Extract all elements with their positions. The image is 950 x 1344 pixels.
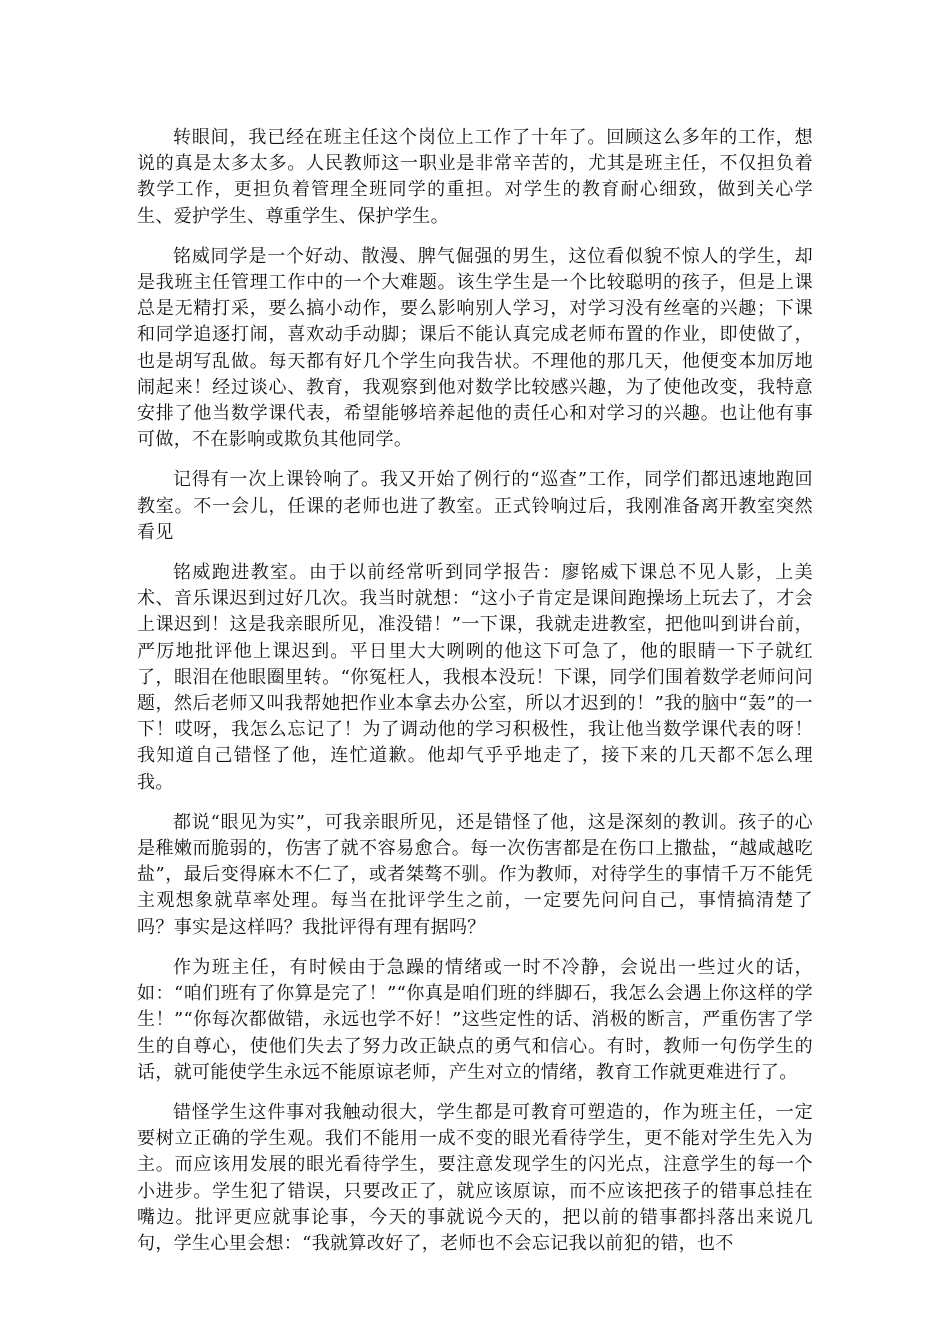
- paragraph-1: 转眼间，我已经在班主任这个岗位上工作了十年了。回顾这么多年的工作，想说的真是太多太多。人民教师这一职业是非常辛苦的，尤其是班主任，不仅担负着教学工作，更担负着管理全班同学的重担。对学生的教育耐心细致，做到关心学生、爱护学生、尊重学生、保护学生。: [137, 127, 813, 227]
- document-body: [137, 125, 813, 1271]
- paragraph-5: 都说“眼见为实”，可我亲眼所见，还是错怪了他，这是深刻的教训。孩子的心是稚嫩而脆弱的，伤害了就不容易愈合。每一次伤害都是在伤口上撒盐，“越咸越吃盐”，最后变得麻木不仁了，或者桀骜不驯。作为教师，对待学生的事情千万不能凭主观想象就草率处理。每当在批评学生之前，一定要先问问自己，事情搞清楚了吗？事实是这样吗？我批评得有理有据吗？: [137, 811, 813, 938]
- paragraph-7: 错怪学生这件事对我触动很大，学生都是可教育可塑造的，作为班主任，一定要树立正确的学生观。我们不能用一成不变的眼光看待学生，更不能对学生先入为主。而应该用发展的眼光看待学生，要注意发现学生的闪光点，注意学生的每一个小进步。学生犯了错误，只要改正了，就应该原谅，而不应该把孩子的错事总挂在嘴边。批评更应就事论事，今天的事就说今天的，把以前的错事都抖落出来说几句，学生心里会想：“我就算改好了，老师也不会忘记我以前犯的错，也不: [137, 1101, 813, 1254]
- paragraph-2: 铭威同学是一个好动、散漫、脾气倔强的男生，这位看似貌不惊人的学生，却是我班主任管理工作中的一个大难题。该生学生是一个比较聪明的孩子，但是上课总是无精打采，要么搞小动作，要么影响别人学习，对学习没有丝毫的兴趣；下课和同学追逐打闹，喜欢动手动脚；课后不能认真完成老师布置的作业，即使做了，也是胡写乱做。每天都有好几个学生向我告状。不理他的那几天，他便变本加厉地闹起来！经过谈心、教育，我观察到他对数学比较感兴趣，为了使他改变，我特意安排了他当数学课代表，希望能够培养起他的责任心和对学习的兴趣。也让他有事可做，不在影响或欺负其他同学。: [137, 245, 813, 451]
- paragraph-3: 记得有一次上课铃响了。我又开始了例行的“巡查”工作，同学们都迅速地跑回教室。不一会儿，任课的老师也进了教室。正式铃响过后，我刚准备离开教室突然看见: [137, 469, 813, 543]
- paragraph-6: 作为班主任，有时候由于急躁的情绪或一时不冷静，会说出一些过火的话，如：“咱们班有了你算是完了！”“你真是咱们班的绊脚石，我怎么会遇上你这样的学生！”“你每次都做错，永远也学不好！”这些定性的话、消极的断言，严重伤害了学生的自尊心，使他们失去了努力改正缺点的勇气和信心。有时，教师一句伤学生的话，就可能使学生永远不能原谅老师，产生对立的情绪，教育工作就更难进行了。: [137, 956, 813, 1083]
- paragraph-4: 铭威跑进教室。由于以前经常听到同学报告：廖铭威下课总不见人影，上美术、音乐课迟到过好几次。我当时就想：“这小子肯定是课间跑操场上玩去了，才会上课迟到！这是我亲眼所见，准没错！”一下课，我就走进教室，把他叫到讲台前，严厉地批评他上课迟到。平日里大大咧咧的他这下可急了，他的眼睛一下子就红了，眼泪在他眼圈里转。“你冤枉人，我根本没玩！下课，同学们围着数学老师问问题，然后老师又叫我帮她把作业本拿去办公室，所以才迟到的！”我的脑中“轰”的一下！哎呀，我怎么忘记了！为了调动他的学习积极性，我让他当数学课代表的呀！我知道自己错怪了他，连忙道歉。他却气乎乎地走了，接下来的几天都不怎么理我。: [137, 562, 813, 793]
